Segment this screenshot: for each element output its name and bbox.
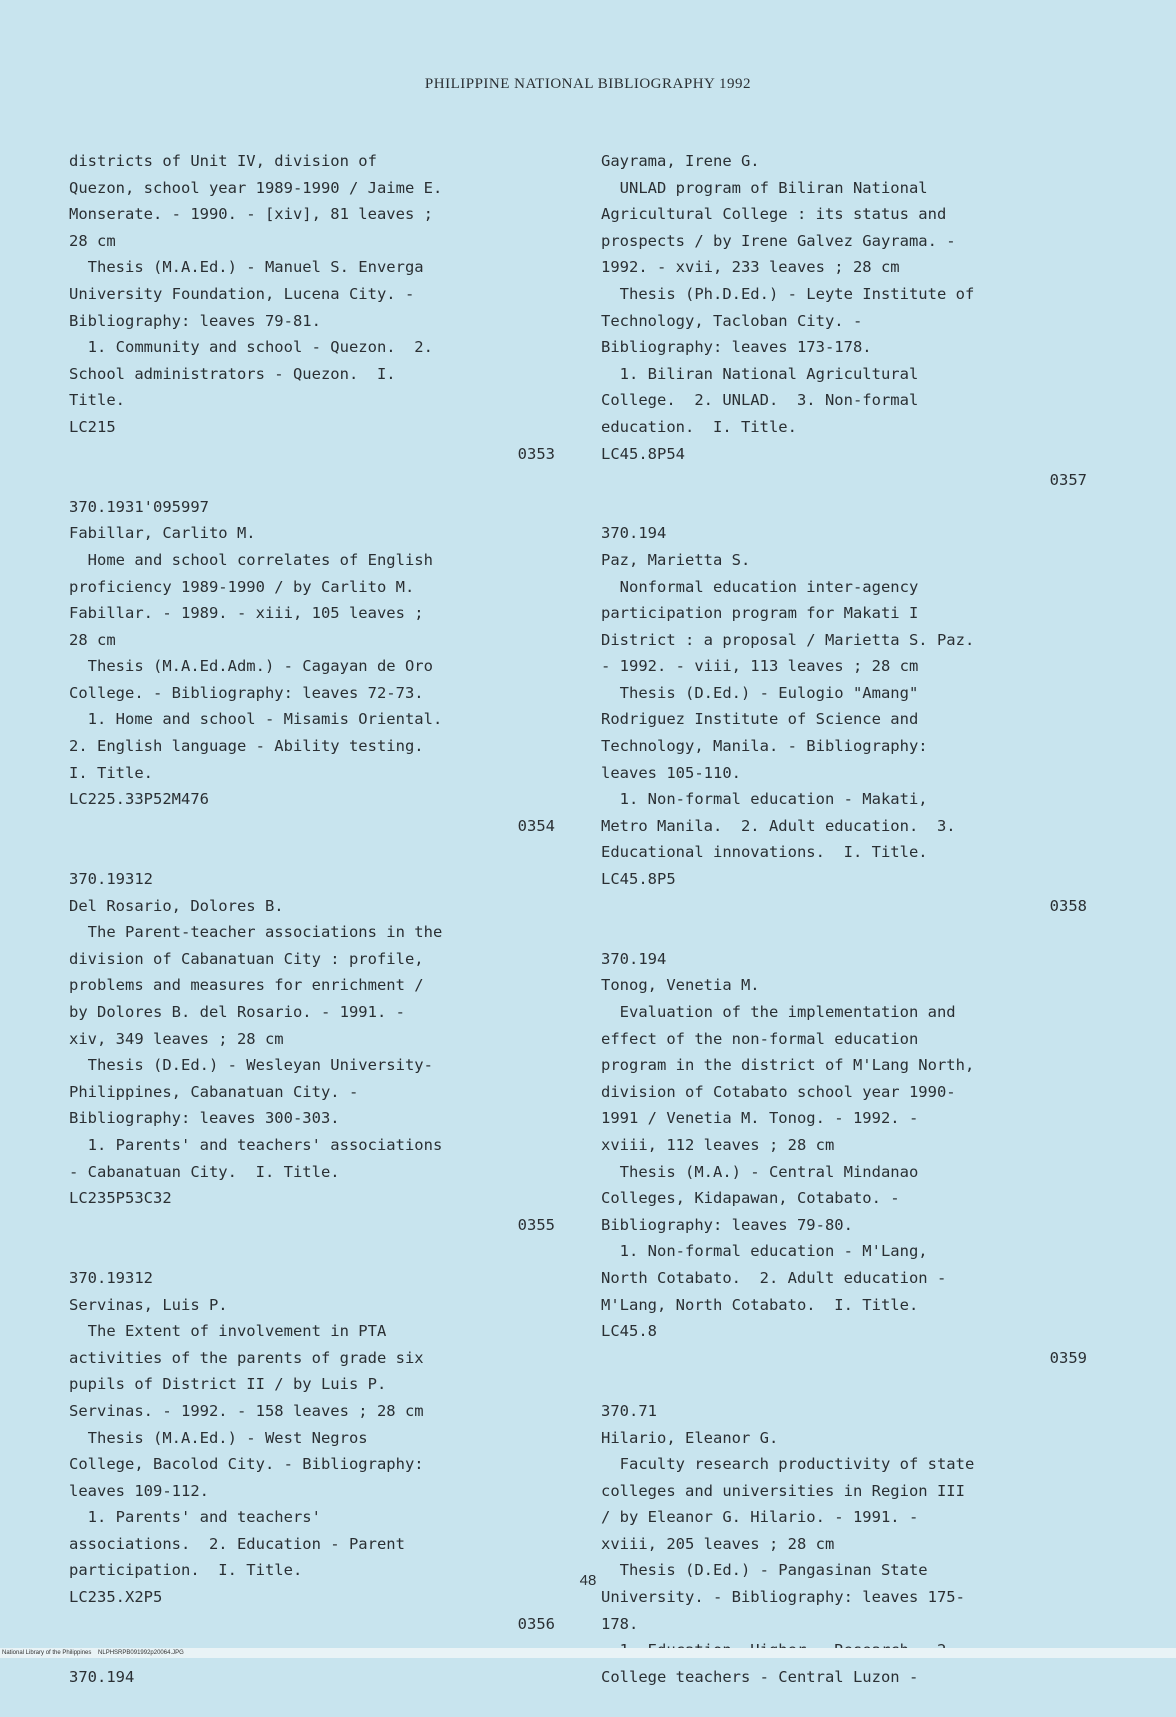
entry-number: 0358 <box>1049 896 1087 915</box>
entry-line: program in the district of M'Lang North, <box>601 1056 975 1075</box>
entry-line: Metro Manila. 2. Adult education. 3. <box>601 816 956 835</box>
entry-line: The Parent-teacher associations in the <box>69 923 443 942</box>
entry-line: Thesis (D.Ed.) - Eulogio "Amang" <box>601 683 919 702</box>
entry-line: activities of the parents of grade six <box>69 1348 424 1367</box>
entry-line: education. I. Title. <box>601 417 797 436</box>
entry-line: Philippines, Cabanatuan City. - <box>69 1082 359 1101</box>
entry-line: University. - Bibliography: leaves 175- <box>601 1588 965 1607</box>
entry-line: Technology, Tacloban City. - <box>601 311 863 330</box>
entry-line: LC215 <box>69 417 116 436</box>
entry-line: districts of Unit IV, division of <box>69 152 377 170</box>
entry-line: Bibliography: leaves 79-80. <box>601 1215 853 1234</box>
entry-line: 2. English language - Ability testing. <box>69 737 424 756</box>
bibliography-entry <box>601 1398 1091 1691</box>
entry-number: 0359 <box>1049 1348 1087 1367</box>
entry-line: LC235.X2P5 <box>69 1588 163 1607</box>
entry-line: Rodriguez Institute of Science and <box>601 710 919 729</box>
entry-number: 0355 <box>517 1215 555 1234</box>
entry-number: 0353 <box>517 444 555 463</box>
entry-line: 1. Home and school - Misamis Oriental. <box>69 710 443 729</box>
page-title: PHILIPPINE NATIONAL BIBLIOGRAPHY 1992 <box>424 76 752 92</box>
bibliography-entry <box>601 946 1091 1372</box>
entry-line: Thesis (M.A.Ed.Adm.) - Cagayan de Oro <box>69 657 433 676</box>
entry-line: - Cabanatuan City. I. Title. <box>69 1162 340 1181</box>
entry-number: 0357 <box>1049 471 1087 490</box>
entry-line: 370.1931'095997 <box>69 497 209 516</box>
entry-line: 1. Biliran National Agricultural <box>601 364 919 383</box>
entry-line: 370.19312 <box>69 870 153 889</box>
entry-line: Servinas. - 1992. - 158 leaves ; 28 cm <box>69 1401 424 1420</box>
entry-line: District : a proposal / Marietta S. Paz. <box>601 630 975 649</box>
entry-line: School administrators - Quezon. I. <box>69 364 396 383</box>
entry-line: participation. I. Title. <box>69 1561 303 1580</box>
entry-line: pupils of District II / by Luis P. <box>69 1375 387 1394</box>
entry-line: Fabillar. - 1989. - xiii, 105 leaves ; <box>69 604 424 623</box>
entry-line: Agricultural College : its status and <box>601 205 947 224</box>
bibliography-entry <box>601 148 1091 494</box>
entry-line: LC45.8P5 <box>601 870 676 889</box>
entry-line: College. 2. UNLAD. 3. Non-formal <box>601 391 919 410</box>
bibliography-entry <box>69 866 559 1238</box>
entry-line: I. Title. <box>69 763 153 782</box>
entry-line: Colleges, Kidapawan, Cotabato. - <box>601 1189 900 1208</box>
entry-line: proficiency 1989-1990 / by Carlito M. <box>69 577 415 596</box>
entry-line: xiv, 349 leaves ; 28 cm <box>69 1029 284 1048</box>
entry-line: Del Rosario, Dolores B. <box>69 896 284 915</box>
entry-line: Thesis (Ph.D.Ed.) - Leyte Institute of <box>601 284 975 303</box>
entry-line: Quezon, school year 1989-1990 / Jaime E. <box>69 178 443 197</box>
entry-line: Faculty research productivity of state <box>601 1455 975 1474</box>
entry-line: Home and school correlates of English <box>69 550 433 569</box>
entry-line: Educational innovations. I. Title. <box>601 843 928 862</box>
entry-line: Monserate. - 1990. - [xiv], 81 leaves ; <box>69 205 433 224</box>
entry-line: M'Lang, North Cotabato. I. Title. <box>601 1295 919 1314</box>
entry-line: leaves 109-112. <box>69 1481 209 1500</box>
page-number: 48 <box>579 1572 597 1589</box>
entry-line: leaves 105-110. <box>601 763 741 782</box>
entry-line: Thesis (M.A.Ed.) - Manuel S. Enverga <box>69 258 424 277</box>
left-column <box>69 148 559 1717</box>
right-column <box>601 148 1091 1717</box>
entry-line: 1. Parents' and teachers' <box>69 1508 321 1527</box>
entry-line: University Foundation, Lucena City. - <box>69 284 415 303</box>
entry-line: LC45.8 <box>601 1322 657 1341</box>
entry-number: 0354 <box>517 816 555 835</box>
entry-line: Thesis (D.Ed.) - Wesleyan University- <box>69 1056 433 1075</box>
entry-line: - 1992. - viii, 113 leaves ; 28 cm <box>601 657 919 676</box>
entry-line: Bibliography: leaves 79-81. <box>69 311 321 330</box>
entry-line: Thesis (M.A.) - Central Mindanao <box>601 1162 919 1181</box>
entry-line: Fabillar, Carlito M. <box>69 524 256 543</box>
entry-line: 1991 / Venetia M. Tonog. - 1992. - <box>601 1109 919 1128</box>
bibliography-entry <box>69 148 559 467</box>
entry-line: 1. Community and school - Quezon. 2. <box>69 338 433 357</box>
entry-line: 1992. - xvii, 233 leaves ; 28 cm <box>601 258 900 277</box>
entry-line: Bibliography: leaves 300-303. <box>69 1109 340 1128</box>
entry-line: The Extent of involvement in PTA <box>69 1322 387 1341</box>
entry-line: Technology, Manila. - Bibliography: <box>601 737 928 756</box>
entry-line: division of Cabanatuan City : profile, <box>69 949 424 968</box>
entry-line: xviii, 112 leaves ; 28 cm <box>601 1135 835 1154</box>
entry-line: associations. 2. Education - Parent <box>69 1534 405 1553</box>
entry-line: College. - Bibliography: leaves 72-73. <box>69 683 424 702</box>
bibliography-entry <box>69 1664 559 1691</box>
entry-line: prospects / by Irene Galvez Gayrama. - <box>601 231 956 250</box>
entry-line: College teachers - Central Luzon - <box>601 1667 919 1686</box>
entry-line: 1. Non-formal education - M'Lang, <box>601 1242 928 1261</box>
entry-line: UNLAD program of Biliran National <box>601 178 928 197</box>
entry-line: Thesis (D.Ed.) - Pangasinan State <box>601 1561 928 1580</box>
entry-line: Tonog, Venetia M. <box>601 976 760 995</box>
entry-line: Thesis (M.A.Ed.) - West Negros <box>69 1428 368 1447</box>
entry-line: LC235P53C32 <box>69 1189 172 1208</box>
entry-line: 28 cm <box>69 630 116 649</box>
entry-line: by Dolores B. del Rosario. - 1991. - <box>69 1003 405 1021</box>
bibliography-entry <box>69 494 559 840</box>
entry-line: Paz, Marietta S. <box>601 550 751 569</box>
entry-line: 370.194 <box>601 524 667 543</box>
entry-line: 178. <box>601 1614 639 1633</box>
entry-line: Hilario, Eleanor G. <box>601 1428 779 1447</box>
entry-line: Bibliography: leaves 173-178. <box>601 338 872 357</box>
entry-line: College, Bacolod City. - Bibliography: <box>69 1455 424 1474</box>
bibliography-entry <box>601 520 1091 919</box>
entry-number: 0356 <box>517 1614 555 1633</box>
entry-line: 28 cm <box>69 231 116 250</box>
entry-line: xviii, 205 leaves ; 28 cm <box>601 1534 835 1553</box>
entry-line: LC45.8P54 <box>601 444 685 463</box>
entry-line: 370.71 <box>601 1401 657 1420</box>
scan-footer-note: National Library of the Philippines NLPHSRPB091992p20064.JPG <box>0 1648 1176 1658</box>
entry-line: 1. Parents' and teachers' associations <box>69 1135 443 1154</box>
entry-line: / by Eleanor G. Hilario. - 1991. - <box>601 1508 919 1527</box>
entry-line: division of Cotabato school year 1990- <box>601 1082 956 1101</box>
entry-line: effect of the non-formal education <box>601 1029 919 1048</box>
entry-line: 370.19312 <box>69 1268 153 1287</box>
entry-line: 1. Non-formal education - Makati, <box>601 790 928 809</box>
entry-line: colleges and universities in Region III <box>601 1481 965 1500</box>
entry-line: Title. <box>69 391 125 410</box>
entry-line: Servinas, Luis P. <box>69 1295 228 1314</box>
entry-line: Gayrama, Irene G. <box>601 152 760 170</box>
entry-line: LC225.33P52M476 <box>69 790 209 809</box>
entry-line: North Cotabato. 2. Adult education - <box>601 1268 947 1287</box>
entry-line: Nonformal education inter-agency <box>601 577 919 596</box>
entry-line: Evaluation of the implementation and <box>601 1003 956 1021</box>
entry-line: 370.194 <box>601 949 667 968</box>
entry-line: 370.194 <box>69 1667 135 1686</box>
entry-line: participation program for Makati I <box>601 604 919 623</box>
entry-line: problems and measures for enrichment / <box>69 976 424 995</box>
